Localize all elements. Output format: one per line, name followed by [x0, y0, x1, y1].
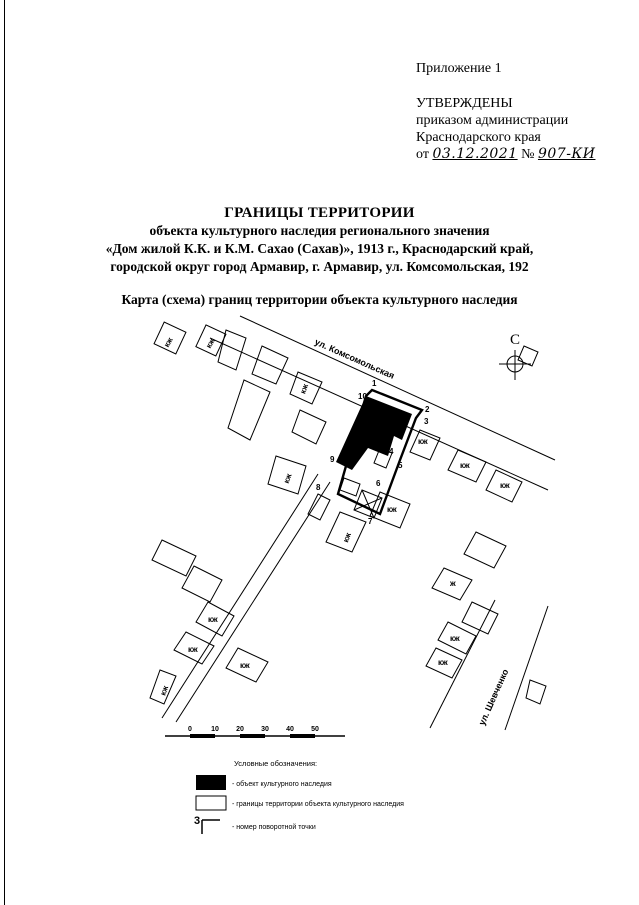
map-title: Карта (схема) границ территории объекта культурного наследия [121, 292, 518, 307]
shevchenko-edge-east [505, 606, 548, 730]
scale-0: 0 [188, 726, 192, 733]
building-se [526, 680, 546, 704]
title-main: ГРАНИЦЫ ТЕРРИТОРИИ [224, 205, 415, 221]
lane-edge-east [176, 482, 330, 722]
label-kzh-1: кж [162, 335, 175, 349]
order-line-2: Краснодарского края [416, 130, 541, 145]
number-prefix: № [521, 147, 535, 162]
date-prefix: от [416, 147, 429, 162]
point-7: 7 [368, 517, 373, 526]
label-kzh-13: кж [158, 684, 171, 697]
order-line-1: приказом администрации [416, 113, 569, 128]
label-zh: ж [450, 579, 456, 588]
legend-boundary-text: - границы территории объекта культурного наследия [232, 801, 404, 808]
point-10: 10 [358, 392, 367, 401]
point-9: 9 [330, 455, 335, 464]
scale-50: 50 [311, 726, 319, 733]
handwritten-date: 03.12.2021 [432, 146, 518, 162]
street-shevchenko-label: ул. Шевченко [476, 667, 511, 727]
handwritten-number: 907-КИ [537, 146, 596, 162]
point-3: 3 [424, 417, 429, 426]
building-kzh-9 [326, 512, 366, 552]
legend [194, 759, 404, 834]
label-kzh-11: кж [188, 645, 198, 654]
label-kzh-3: кж [298, 382, 311, 396]
scale-20: 20 [236, 726, 244, 733]
building-s1 [308, 494, 330, 520]
point-2: 2 [425, 405, 430, 414]
label-kzh-15: кж [438, 658, 448, 667]
point-1: 1 [372, 379, 377, 388]
building-s3 [152, 540, 196, 576]
appendix-label: Приложение 1 [416, 61, 502, 76]
building-ne [518, 346, 538, 366]
point-6: 6 [376, 479, 381, 488]
building-n3 [218, 330, 246, 370]
legend-title: Условные обозначения: [234, 759, 318, 768]
point-4: 4 [389, 447, 394, 456]
legend-object-text: - объект культурного наследия [232, 781, 332, 788]
label-kzh-14: кж [450, 634, 460, 643]
north-arrow-icon [499, 332, 531, 380]
title-line-3: городской округ город Армавир, г. Армавир, ул. Комсомольская, 192 [110, 259, 529, 274]
label-kzh-7: кж [281, 472, 294, 485]
point-5: 5 [398, 461, 403, 470]
title-line-2: «Дом жилой К.К. и К.М. Сахао (Сахав)», 1913 г., Краснодарский край, [105, 241, 534, 256]
legend-boundary-swatch [196, 796, 226, 810]
label-kzh-12: кж [240, 661, 250, 670]
point-8: 8 [316, 483, 321, 492]
scale-bar [165, 726, 345, 738]
street-edge-north [240, 316, 555, 460]
title-line-1: объекта культурного наследия регионального значения [149, 223, 490, 238]
scale-30: 30 [261, 726, 269, 733]
legend-point-symbol [202, 820, 220, 834]
legend-object-swatch [196, 775, 226, 790]
lane-edge-west [162, 474, 318, 718]
label-kzh-9: кж [341, 531, 353, 544]
legend-point-sample: 3 [194, 815, 201, 827]
label-kzh-6: кж [500, 481, 510, 490]
street-komsomolskaya-label: ул. Комсомольская [313, 336, 397, 381]
scale-10: 10 [211, 726, 219, 733]
label-kzh-5: кж [460, 461, 470, 470]
scale-40: 40 [286, 726, 294, 733]
label-kzh-2: кж [204, 336, 217, 350]
legend-point-text: - номер поворотной точки [232, 824, 316, 831]
building-s2 [464, 532, 506, 568]
building-n5 [228, 380, 270, 440]
building-n6 [292, 410, 326, 444]
approved-label: УТВЕРЖДЕНЫ [416, 96, 513, 111]
label-kzh-4: кж [418, 437, 428, 446]
label-kzh-8: кж [387, 505, 397, 514]
label-kzh-10: кж [208, 615, 218, 624]
north-letter: С [510, 332, 521, 348]
